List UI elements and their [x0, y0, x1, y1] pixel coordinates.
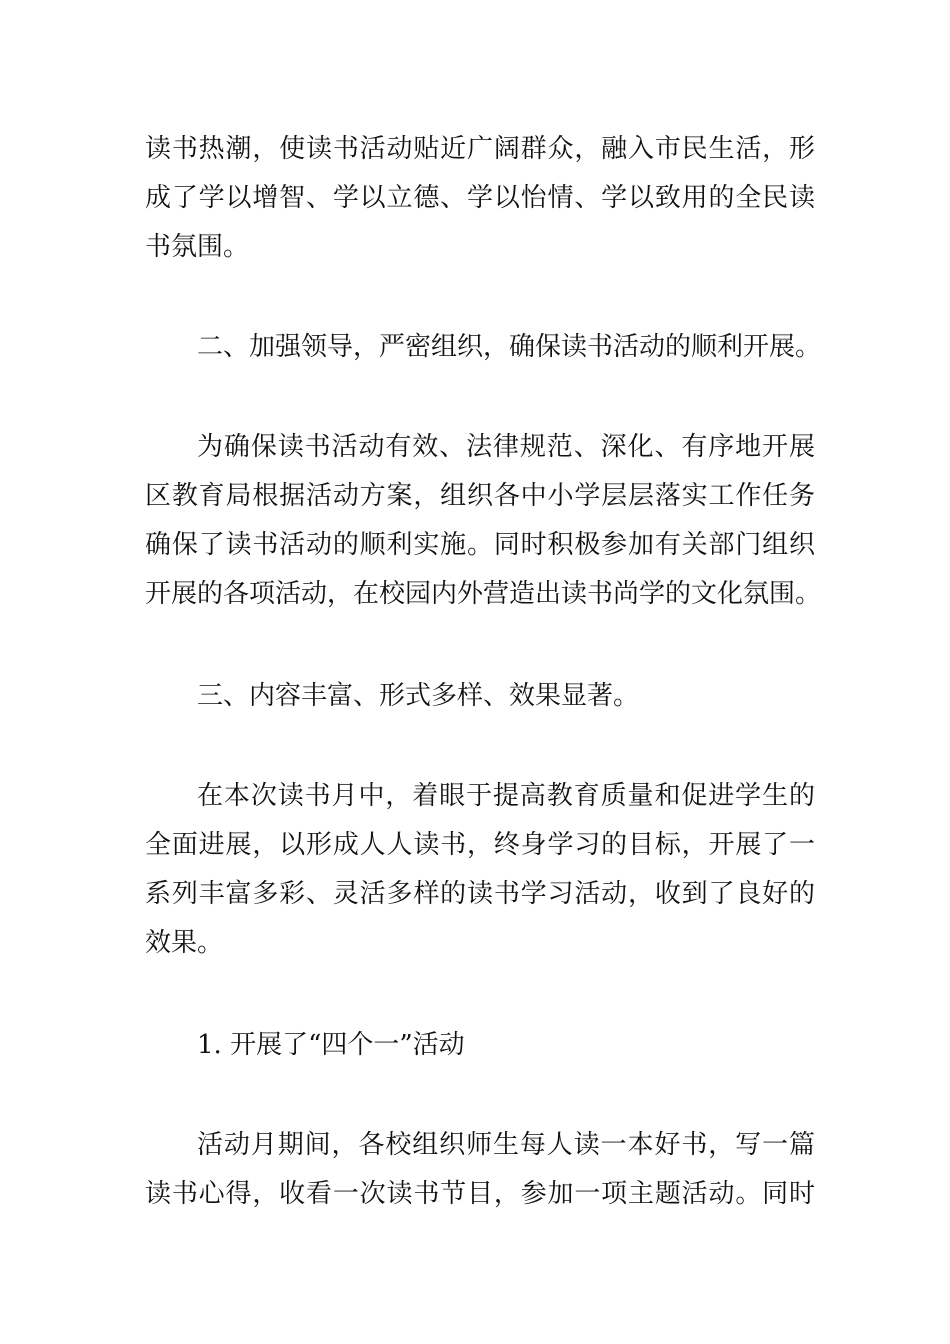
text-line: 系列丰富多彩、灵活多样的读书学习活动，收到了良好的 — [145, 879, 815, 909]
text-line: 书氛围。 — [145, 232, 250, 262]
text-line: 效果。 — [145, 928, 224, 958]
section-heading-three — [145, 672, 815, 721]
text-line: 读书心得，收看一次读书节目，参加一项主题活动。同时 — [145, 1179, 815, 1209]
text-line: 为确保读书活动有效、法律规范、深化、有序地开展 — [197, 432, 815, 462]
paragraph-organization — [145, 423, 822, 619]
text-line: 读书热潮，使读书活动贴近广阔群众，融入市民生活，形 — [145, 134, 815, 164]
paragraph-activity-month — [145, 1121, 815, 1219]
text-line: 在本次读书月中，着眼于提高教育质量和促进学生的 — [197, 781, 815, 811]
heading-line: 三、内容丰富、形式多样、效果显著。 — [197, 681, 640, 711]
subheading-four-ones — [145, 1021, 815, 1070]
text-line: 成了学以增智、学以立德、学以怡情、学以致用的全民读 — [145, 183, 815, 213]
paragraph-reading-month — [145, 772, 815, 968]
paragraph-reading-atmosphere — [145, 125, 815, 272]
text-line: 开展的各项活动，在校园内外营造出读书尚学的文化氛围。 — [145, 579, 822, 609]
section-heading-two — [145, 323, 822, 372]
heading-line: 二、加强领导，严密组织，确保读书活动的顺利开展。 — [197, 332, 822, 362]
heading-line: 1. 开展了“四个一”活动 — [197, 1030, 465, 1060]
text-line: 活动月期间，各校组织师生每人读一本好书，写一篇 — [197, 1130, 815, 1160]
text-line: 全面进展，以形成人人读书，终身学习的目标，开展了一 — [145, 830, 815, 860]
text-line: 区教育局根据活动方案，组织各中小学层层落实工作任务 — [145, 481, 815, 511]
text-line: 确保了读书活动的顺利实施。同时积极参加有关部门组织 — [145, 530, 815, 560]
